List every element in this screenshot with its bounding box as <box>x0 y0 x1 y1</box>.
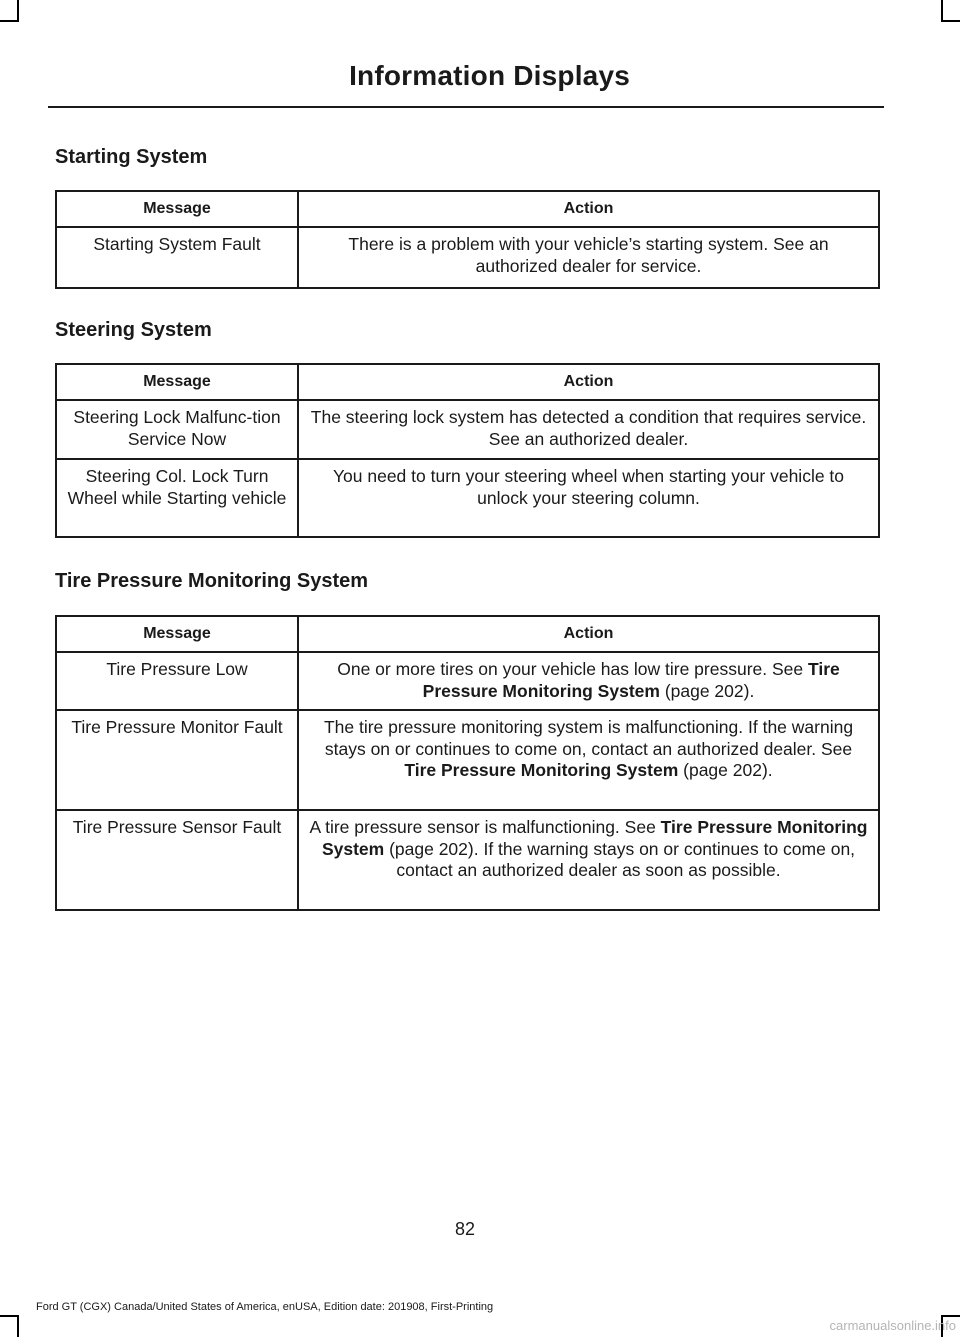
starting-system-table <box>55 190 880 289</box>
table-row <box>56 227 879 288</box>
action-text: (page 202). <box>659 680 755 701</box>
table-header-row <box>56 616 879 652</box>
action-cell <box>298 652 879 710</box>
page-number: 82 <box>454 1219 476 1239</box>
message-cell: Steering Lock Malfunc-tion Service Now <box>56 400 298 459</box>
page-reference-link[interactable]: Tire Pressure Monitoring System <box>422 659 840 701</box>
section-heading-starting-system: Starting System <box>55 146 208 168</box>
message-cell: Steering Col. Lock Turn Wheel while Starting vehicle <box>56 459 298 537</box>
table-header-row <box>56 191 879 227</box>
crop-mark <box>0 20 19 22</box>
action-cell: The steering lock system has detected a condition that requires service. See an authorized dealer. <box>298 400 879 459</box>
header-divider <box>48 106 884 108</box>
action-text: The tire pressure monitoring system is malfunctioning. If the warning stays on or continues to come on, contact an authorized dealer. See <box>323 717 854 759</box>
crop-mark <box>0 1315 19 1317</box>
table-row <box>56 710 879 810</box>
crop-mark <box>17 1317 19 1337</box>
action-text: (page 202). <box>678 760 773 780</box>
crop-mark <box>17 0 19 20</box>
column-header-message: Message <box>56 364 298 400</box>
message-cell: Tire Pressure Monitor Fault <box>56 710 298 810</box>
action-cell: There is a problem with your vehicle’s starting system. See an authorized dealer for service. <box>298 227 879 288</box>
action-cell: You need to turn your steering wheel when starting your vehicle to unlock your steering column. <box>298 459 879 537</box>
column-header-action: Action <box>298 364 879 400</box>
section-heading-steering-system: Steering System <box>55 319 212 341</box>
page-reference-link[interactable]: Tire Pressure Monitoring System <box>321 817 868 859</box>
table-row <box>56 459 879 537</box>
message-cell: Tire Pressure Sensor Fault <box>56 810 298 910</box>
crop-mark <box>941 0 943 20</box>
message-cell: Starting System Fault <box>56 227 298 288</box>
action-text: (page 202). If the warning stays on or continues to come on, contact an authorized dealer as soon as possible. <box>384 838 856 880</box>
page-reference-link[interactable]: Tire Pressure Monitoring System <box>404 760 679 780</box>
watermark: carmanualsonline.info <box>829 1318 956 1333</box>
action-text: A tire pressure sensor is malfunctioning. See <box>309 817 661 837</box>
section-heading-tire-pressure-monitoring-system: Tire Pressure Monitoring System <box>55 570 369 592</box>
table-header-row <box>56 364 879 400</box>
column-header-message: Message <box>56 191 298 227</box>
column-header-message: Message <box>56 616 298 652</box>
page-title: Information Displays <box>349 60 630 91</box>
steering-system-table <box>55 363 880 538</box>
table-row <box>56 652 879 710</box>
column-header-action: Action <box>298 616 879 652</box>
tire-pressure-table <box>55 615 880 911</box>
table-row <box>56 400 879 459</box>
crop-mark <box>941 20 960 22</box>
crop-mark <box>941 1315 960 1317</box>
edition-footer: Ford GT (CGX) Canada/United States of America, enUSA, Edition date: 201908, First-Printing <box>36 1301 494 1313</box>
action-text: One or more tires on your vehicle has low tire pressure. See <box>337 659 808 679</box>
table-row <box>56 810 879 910</box>
action-cell <box>298 710 879 810</box>
message-cell: Tire Pressure Low <box>56 652 298 710</box>
column-header-action: Action <box>298 191 879 227</box>
action-cell <box>298 810 879 910</box>
